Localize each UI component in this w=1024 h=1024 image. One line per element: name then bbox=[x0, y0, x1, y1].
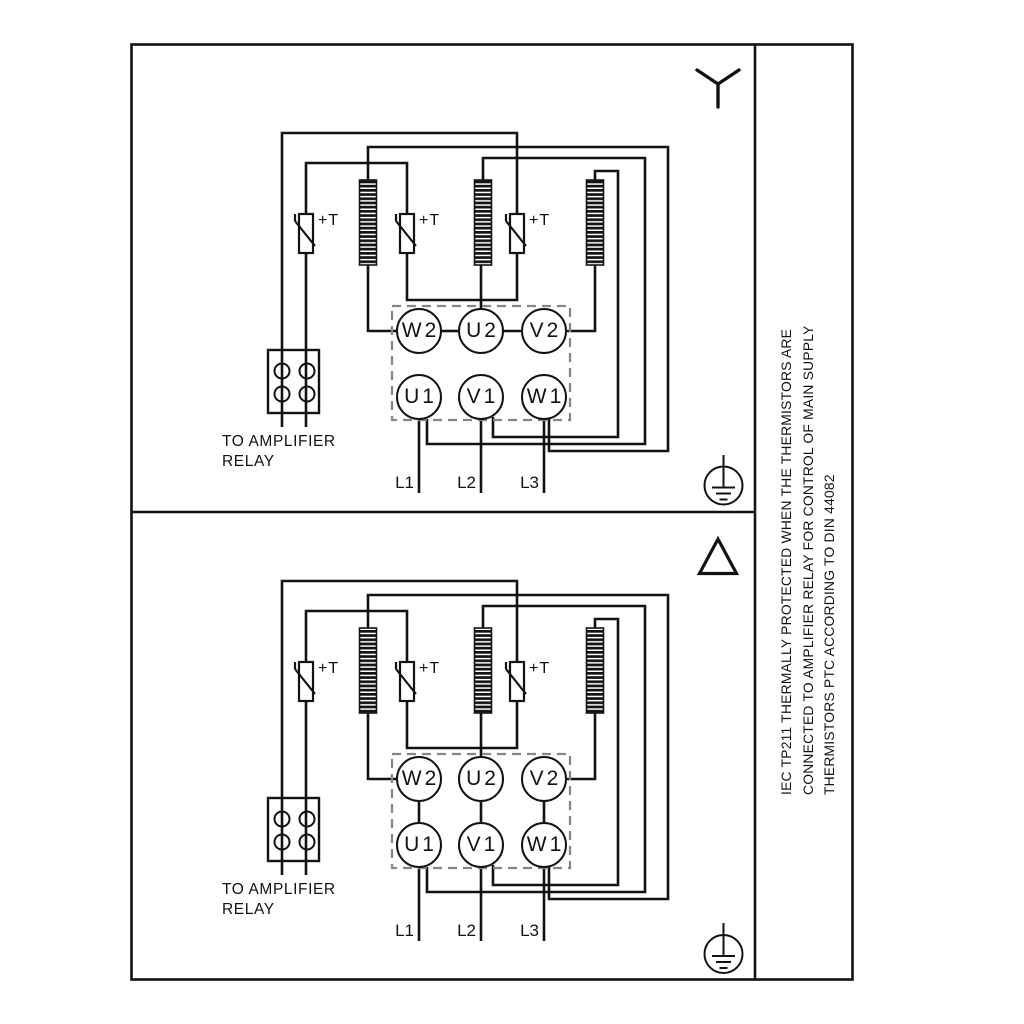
sidebar-note-line-2: CONNECTED TO AMPLIFIER RELAY FOR CONTROL OF MAIN SUPPLY bbox=[800, 325, 816, 795]
thermistor-label: +T bbox=[419, 212, 441, 229]
supply-label-l1: L1 bbox=[395, 921, 414, 940]
terminal-u2-star: U2 bbox=[458, 308, 504, 354]
terminal-u1-star: U1 bbox=[396, 374, 442, 420]
supply-label-l2: L2 bbox=[457, 921, 476, 940]
relay-note-line2: RELAY bbox=[222, 453, 275, 470]
thermistor-symbol bbox=[295, 214, 315, 253]
supply-label-l3: L3 bbox=[520, 473, 539, 492]
thermistor-symbol bbox=[295, 662, 315, 701]
sidebar-note bbox=[776, 325, 841, 795]
terminal-w2-star: W2 bbox=[396, 308, 442, 354]
panel-delta bbox=[268, 539, 743, 973]
terminal-w1-star: W1 bbox=[521, 374, 567, 420]
terminal-v2-delta: V2 bbox=[521, 756, 567, 802]
earth-ground-icon bbox=[705, 455, 743, 505]
relay-note-line2: RELAY bbox=[222, 901, 275, 918]
thermistor-symbol bbox=[396, 662, 416, 701]
supply-label-l2: L2 bbox=[457, 473, 476, 492]
panel-star bbox=[268, 70, 743, 505]
thermistor-label: +T bbox=[419, 660, 441, 677]
terminal-u1-delta: U1 bbox=[396, 822, 442, 868]
terminal-v1-star: V1 bbox=[458, 374, 504, 420]
terminal-v2-star: V2 bbox=[521, 308, 567, 354]
thermistor-symbol bbox=[506, 662, 526, 701]
amplifier-relay-terminal-block bbox=[268, 350, 319, 413]
thermistor-label: +T bbox=[529, 660, 551, 677]
relay-note-line1: TO AMPLIFIER bbox=[222, 881, 336, 898]
supply-label-l1: L1 bbox=[395, 473, 414, 492]
terminal-u2-delta: U2 bbox=[458, 756, 504, 802]
star-connection-icon bbox=[697, 70, 739, 107]
supply-label-l3: L3 bbox=[520, 921, 539, 940]
delta-connection-icon bbox=[700, 539, 737, 574]
sidebar-note-line-3: THERMISTORS PTC ACCORDING TO DIN 44082 bbox=[822, 474, 837, 795]
sidebar-note-line-1: IEC TP211 THERMALLY PROTECTED WHEN THE THERMISTORS ARE bbox=[779, 328, 794, 795]
thermistor-symbol bbox=[506, 214, 526, 253]
earth-ground-icon bbox=[705, 923, 743, 973]
terminal-v1-delta: V1 bbox=[458, 822, 504, 868]
relay-note-line1: TO AMPLIFIER bbox=[222, 433, 336, 450]
thermistor-label: +T bbox=[318, 660, 340, 677]
thermistor-label: +T bbox=[529, 212, 551, 229]
terminal-w1-delta: W1 bbox=[521, 822, 567, 868]
amplifier-relay-terminal-block bbox=[268, 798, 319, 861]
thermistor-symbol bbox=[396, 214, 416, 253]
terminal-w2-delta: W2 bbox=[396, 756, 442, 802]
thermistor-label: +T bbox=[318, 212, 340, 229]
